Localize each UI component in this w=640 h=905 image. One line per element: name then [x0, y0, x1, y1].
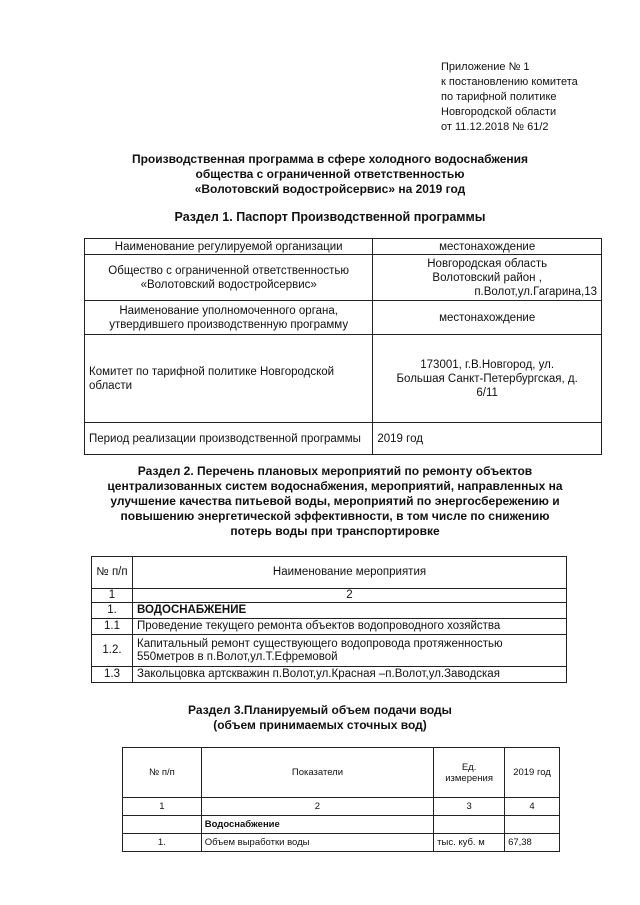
cell-line: 173001, г.В.Новгород, ул.	[420, 358, 555, 371]
table-row	[123, 834, 560, 852]
table-cell: 1.1	[92, 619, 133, 635]
supply-volume-table	[122, 747, 560, 852]
title-line: «Волотовский водостройсервис» на 2019 год	[194, 182, 466, 196]
heading-line: Раздел 2. Перечень плановых мероприятий по ремонту объектов	[137, 464, 533, 478]
table-row	[85, 335, 602, 423]
table-row	[123, 798, 560, 816]
table-cell: Период реализации производственной программы	[85, 423, 373, 455]
table-row	[85, 239, 602, 255]
cell-line: Волотовский район ,	[432, 271, 542, 284]
table-cell	[373, 255, 602, 301]
heading-line: повышению энергетической эффективности, в том числе по снижению	[120, 509, 550, 523]
column-header: Показатели	[201, 748, 433, 798]
table-header-row	[123, 748, 560, 798]
table-cell: Комитет по тарифной политике Новгородской области	[85, 335, 373, 423]
heading-line: (объем принимаемых сточных вод)	[213, 718, 427, 732]
table-cell	[373, 335, 602, 423]
table-cell: 2	[133, 589, 567, 603]
heading-line: потерь воды при транспортировке	[230, 524, 440, 538]
table-cell: местонахождение	[373, 239, 602, 255]
passport-table	[84, 238, 602, 455]
appendix-line: к постановлению комитета	[441, 76, 578, 88]
section3-heading	[120, 703, 520, 733]
cell-line: Новгородская область	[427, 257, 548, 270]
section1-heading: Раздел 1. Паспорт Производственной программы	[174, 210, 486, 224]
appendix-line: Приложение № 1	[441, 61, 530, 73]
column-header: Наименование мероприятия	[133, 557, 567, 589]
table-cell: 2	[201, 798, 433, 816]
table-cell: 1	[92, 589, 133, 603]
appendix-block	[441, 60, 621, 135]
table-cell: местонахождение	[373, 301, 602, 335]
appendix-line: по тарифной политике	[441, 91, 557, 103]
table-cell: Проведение текущего ремонта объектов водопроводного хозяйства	[133, 619, 567, 635]
table-cell	[434, 816, 505, 834]
table-cell: 1.	[92, 603, 133, 619]
table-cell: Наименование регулируемой организации	[85, 239, 373, 255]
table-row	[92, 619, 567, 635]
table-cell: 3	[434, 798, 505, 816]
table-cell	[505, 816, 560, 834]
section2-heading	[80, 464, 590, 539]
table-cell: Капитальный ремонт существующего водопровода протяженностью 550метров в п.Волот,ул.Т.Ефремовой	[133, 635, 567, 667]
table-cell: 1	[123, 798, 202, 816]
table-row	[85, 301, 602, 335]
table-cell: 1.	[123, 834, 202, 852]
table-row	[92, 603, 567, 619]
table-cell: Закольцовка артскважин п.Волот,ул.Красная –п.Волот,ул.Заводская	[133, 667, 567, 683]
document-title	[80, 152, 580, 197]
table-header-row	[92, 557, 567, 589]
table-row	[85, 423, 602, 455]
table-cell: Объем выработки воды	[201, 834, 433, 852]
title-line: общества с ограниченной ответственностью	[195, 167, 465, 181]
column-header: № п/п	[123, 748, 202, 798]
table-cell: 2019 год	[373, 423, 602, 455]
table-cell: 67,38	[505, 834, 560, 852]
column-header: Ед. измерения	[434, 748, 505, 798]
appendix-line: Новгородской области	[441, 106, 557, 118]
table-cell: ВОДОСНАБЖЕНИЕ	[133, 603, 567, 619]
table-cell	[123, 816, 202, 834]
appendix-line: от 11.12.2018 № 61/2	[441, 121, 549, 133]
table-cell: Водоснабжение	[201, 816, 433, 834]
table-row	[85, 255, 602, 301]
heading-line: улучшение качества питьевой воды, мероприятий по энергосбережению и	[110, 494, 560, 508]
column-header: 2019 год	[505, 748, 560, 798]
heading-line: Раздел 3.Планируемый объем подачи воды	[188, 703, 452, 717]
table-cell: 1.3	[92, 667, 133, 683]
title-line: Производственная программа в сфере холодного водоснабжения	[131, 152, 529, 166]
table-cell: Общество с ограниченной ответственностью «Волотовский водостройсервис»	[85, 255, 373, 301]
column-header: № п/п	[92, 557, 133, 589]
table-cell: 4	[505, 798, 560, 816]
cell-line: 6/11	[476, 386, 498, 399]
heading-line: централизованных систем водоснабжения, мероприятий, направленных на	[107, 479, 563, 493]
cell-line: п.Волот,ул.Гагарина,13	[474, 285, 597, 298]
table-cell: 1.2.	[92, 635, 133, 667]
table-row	[92, 589, 567, 603]
cell-line: Большая Санкт-Петербургская, д.	[396, 372, 578, 385]
measures-table	[91, 556, 567, 683]
table-row	[92, 635, 567, 667]
table-cell: тыс. куб. м	[434, 834, 505, 852]
table-cell: Наименование уполномоченного органа, утвердившего производственную программу	[85, 301, 373, 335]
table-row	[123, 816, 560, 834]
table-row	[92, 667, 567, 683]
